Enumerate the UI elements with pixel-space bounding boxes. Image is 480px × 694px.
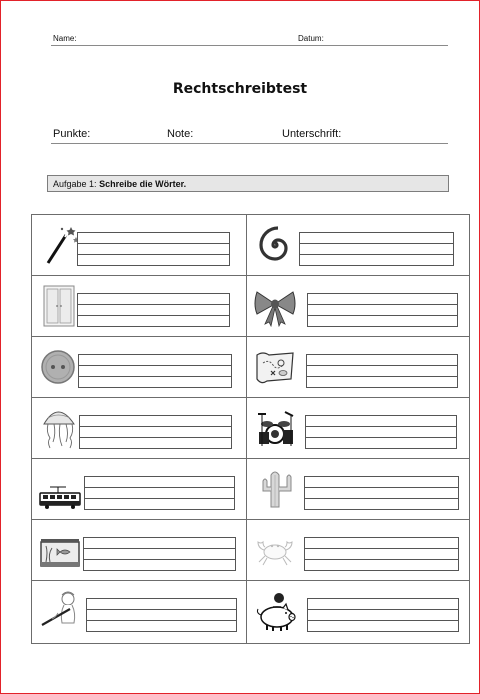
piggy-bank-icon [251,589,299,633]
writing-lines[interactable] [79,415,232,449]
magic-wand-icon [38,223,82,267]
word-grid [31,214,470,644]
writing-lines[interactable] [86,598,237,632]
word-cell [32,276,247,337]
score-line [51,127,448,144]
date-label: Datum: [298,34,324,43]
task-prefix: Aufgabe 1: [53,179,97,189]
task-instruction: Schreibe die Wörter. [99,179,187,189]
writing-lines[interactable] [299,232,454,266]
word-cell [247,337,469,398]
cactus-icon [253,467,297,511]
writing-lines[interactable] [77,293,230,327]
name-label: Name: [53,34,77,43]
page-title: Rechtschreibtest [172,81,308,97]
writing-lines[interactable] [306,354,458,388]
treasure-map-icon [253,345,297,389]
crab-icon [253,528,297,572]
writing-lines[interactable] [78,354,232,388]
word-cell [247,520,469,581]
word-cell [247,276,469,337]
word-cell [247,459,469,520]
signature-label: Unterschrift: [282,128,342,140]
word-cell [247,215,469,276]
bow-icon [253,284,297,328]
button-icon [38,345,82,389]
word-cell [32,215,247,276]
writing-lines[interactable] [304,537,459,571]
task-box [47,175,449,192]
grade-label: Note: [167,128,194,140]
spiral-icon [253,223,297,267]
word-cell [32,459,247,520]
jellyfish-icon [38,406,82,450]
points-label: Punkte: [53,128,91,140]
writing-lines[interactable] [307,598,459,632]
name-date-line [51,31,448,46]
writing-lines[interactable] [83,537,236,571]
word-cell [32,398,247,459]
tram-icon [38,467,82,511]
word-cell [32,337,247,398]
aquarium-icon [38,528,82,572]
writing-lines[interactable] [305,415,457,449]
flute-player-icon [38,589,82,633]
word-cell [247,581,469,643]
drum-kit-icon [253,406,297,450]
word-cell [32,520,247,581]
writing-lines[interactable] [77,232,230,266]
word-cell [32,581,247,643]
writing-lines[interactable] [307,293,458,327]
word-cell [247,398,469,459]
writing-lines[interactable] [84,476,235,510]
writing-lines[interactable] [304,476,459,510]
wardrobe-icon [38,284,82,328]
